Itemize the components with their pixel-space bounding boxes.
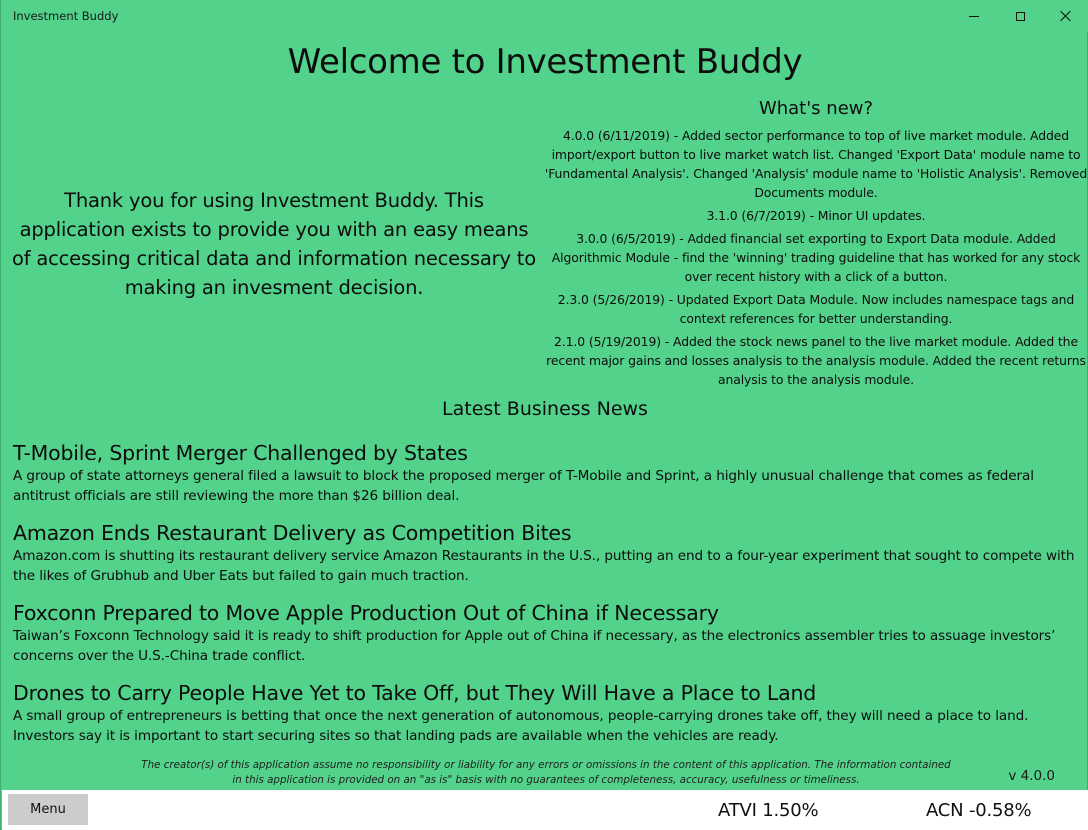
news-heading: Latest Business News xyxy=(442,398,648,420)
disclaimer: The creator(s) of this application assume no responsibility or liability for any errors or omissions in the content of this application. The information contained in this application is provided on an "as is" basis with no guarantees of completeness, accuracy, usefulness or timeliness. xyxy=(141,759,951,786)
ticker-item[interactable]: ACN -0.58% xyxy=(926,800,1032,821)
whats-new-entry: 3.0.0 (6/5/2019) - Added financial set exporting to Export Data module. Added Algorithmic Module - find the 'winning' trading guideline that has worked for any stock over recent history with a click of a button. xyxy=(551,231,1081,284)
version-label: v 4.0.0 xyxy=(1008,768,1055,784)
whats-new-panel xyxy=(544,96,1088,393)
whats-new-entry: 4.0.0 (6/11/2019) - Added sector performance to top of live market module. Added import/export button to live market watch list. Changed 'Export Data' module name to 'Fundamental Analysis'. Changed 'Analysis' module name to 'Holistic Analysis'. Removed Documents module. xyxy=(544,128,1088,200)
news-item xyxy=(13,440,1081,520)
bottom-bar xyxy=(2,790,1088,830)
window-title: Investment Buddy xyxy=(13,9,119,23)
ticker-item[interactable]: ATVI 1.50% xyxy=(718,800,819,821)
news-summary: A group of state attorneys general filed a lawsuit to block the proposed merger of T-Mobile and Sprint, a highly unusual challenge that comes as federal antitrust officials are still reviewing the more than $26 billion deal. xyxy=(13,468,1034,504)
maximize-button[interactable] xyxy=(997,0,1043,32)
close-icon xyxy=(1060,10,1072,22)
maximize-icon xyxy=(1016,12,1025,21)
news-item xyxy=(13,600,1081,680)
news-summary: A small group of entrepreneurs is betting that once the next generation of autonomous, people-carrying drones take off, they will need a place to land. Investors say it is important to start securing sites so that landing pads are available when the vehicles are ready. xyxy=(13,708,1029,744)
minimize-icon xyxy=(969,16,979,17)
close-button[interactable] xyxy=(1043,0,1088,32)
whats-new-entry: 3.1.0 (6/7/2019) - Minor UI updates. xyxy=(706,208,926,223)
news-headline[interactable]: Foxconn Prepared to Move Apple Production Out of China if Necessary xyxy=(13,601,719,625)
page-title: Welcome to Investment Buddy xyxy=(287,42,803,82)
menu-button[interactable]: Menu xyxy=(8,794,88,825)
intro-text: Thank you for using Investment Buddy. This application exists to provide you with an easy means of accessing critical data and information necessary to making an invesment decision. xyxy=(12,189,536,299)
news-headline[interactable]: Amazon Ends Restaurant Delivery as Competition Bites xyxy=(13,521,572,545)
news-list xyxy=(13,440,1081,760)
news-headline[interactable]: Drones to Carry People Have Yet to Take Off, but They Will Have a Place to Land xyxy=(13,681,817,705)
minimize-button[interactable] xyxy=(951,0,997,32)
news-item xyxy=(13,520,1081,600)
news-summary: Taiwan’s Foxconn Technology said it is ready to shift production for Apple out of China if necessary, as the electronics assembler tries to assuage investors’ concerns over the U.S.-China trade conflict. xyxy=(13,628,1056,664)
whats-new-entry: 2.3.0 (5/26/2019) - Updated Export Data Module. Now includes namespace tags and context references for better understanding. xyxy=(557,292,1075,326)
whats-new-entry: 2.1.0 (5/19/2019) - Added the stock news panel to the live market module. Added the recent major gains and losses analysis to the analysis module. Added the recent returns analysis to the analysis module. xyxy=(546,334,1086,387)
whats-new-title: What's new? xyxy=(758,98,874,119)
news-summary: Amazon.com is shutting its restaurant delivery service Amazon Restaurants in the U.S., putting an end to a four-year experiment that sought to compete with the likes of Grubhub and Uber Eats but failed to gain much traction. xyxy=(13,548,1075,584)
title-bar[interactable] xyxy=(1,0,1088,32)
news-headline[interactable]: T-Mobile, Sprint Merger Challenged by States xyxy=(13,441,468,465)
news-item xyxy=(13,680,1081,760)
